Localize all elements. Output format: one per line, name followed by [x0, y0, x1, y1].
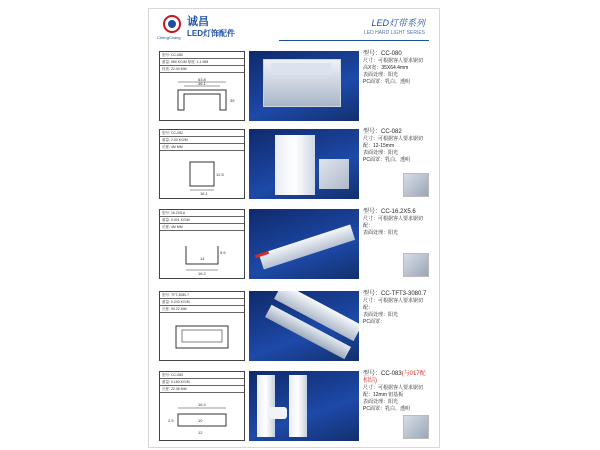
series-title: LED灯带系列 — [371, 18, 425, 28]
dim-label: 63.8 — [198, 77, 206, 82]
desc-line: 表面处理：阳光 — [363, 150, 399, 156]
profile-drawing — [160, 312, 244, 360]
product-description — [363, 51, 431, 121]
spec-card — [159, 51, 245, 121]
desc-line: 表面处理：阳光 — [363, 230, 399, 236]
desc-line: 表面处理：阳光 — [363, 72, 399, 78]
spec-line: 长度: 90.22 MM — [160, 306, 244, 313]
spec-card — [159, 371, 245, 441]
product-thumbnail — [403, 253, 429, 277]
dim-label: 14 — [200, 256, 205, 261]
dim-label: 46.1 — [198, 81, 206, 86]
spec-line: 重量: 080 KG/M 厚度: 1.1 MM — [160, 59, 244, 66]
brand-name: 诚昌 — [187, 16, 209, 28]
product-description — [363, 291, 431, 361]
spec-line: 型号: 16.2X5.6 — [160, 210, 244, 217]
model-note: (与017配相结) — [363, 371, 426, 384]
desc-line: 配： — [363, 305, 374, 311]
spec-line: 重量: 0.243 KG/M — [160, 299, 244, 306]
profile-drawing — [160, 230, 244, 278]
model-number: 型号：CC-082 — [363, 129, 402, 135]
product-row — [159, 209, 431, 279]
product-description — [363, 129, 431, 199]
desc-line: 表面处理：阳光 — [363, 312, 399, 318]
dim-label: 12.5 — [216, 172, 224, 177]
spec-line: 长度: 4M MM — [160, 224, 244, 231]
brand-logo-icon — [163, 15, 181, 33]
product-thumbnail — [403, 173, 429, 197]
product-photo — [249, 129, 359, 199]
model-number: 型号：CC-083(与017配相结) — [363, 371, 426, 384]
product-description — [363, 209, 431, 279]
spec-line: 型号: CC-082 — [160, 130, 244, 137]
header-divider — [279, 40, 429, 41]
profile-drawing — [160, 150, 244, 198]
model-number: 型号：CC-TFT3-3080.7 — [363, 291, 427, 297]
dim-label: 10 — [198, 418, 203, 423]
brand-tagline: LED灯饰配件 — [187, 29, 235, 38]
profile-drawing — [160, 392, 244, 440]
spec-line: 型号: CC-080 — [160, 52, 244, 59]
spec-line: 长度: 4M MM — [160, 144, 244, 151]
dim-label: 16.1 — [200, 191, 208, 196]
dim-label: 12 — [198, 430, 203, 435]
desc-line: 配： — [363, 223, 374, 229]
spec-line: 型号: TFT-3080.7 — [160, 292, 244, 299]
spec-line: 材质: 22.40 MM — [160, 66, 244, 73]
model-number: 型号：CC-16.2X5.6 — [363, 209, 416, 215]
dim-label: 35 — [230, 98, 235, 103]
series-subtitle: LED HARD LIGHT SERIES — [363, 30, 425, 36]
page-header — [149, 9, 439, 49]
desc-line: 配：12mm 铝基板 — [363, 392, 404, 398]
product-row — [159, 129, 431, 199]
model-number: 型号：CC-080 — [363, 51, 402, 57]
product-photo — [249, 371, 359, 441]
logo-subtitle: ChengChang — [157, 35, 181, 40]
product-description — [363, 371, 431, 441]
spec-line: 重量: 0.160 KG/M — [160, 379, 244, 386]
product-photo — [249, 209, 359, 279]
product-thumbnail — [403, 415, 429, 439]
spec-card — [159, 291, 245, 361]
dim-label: 2.5 — [168, 418, 174, 423]
dim-label: 16.4 — [198, 402, 206, 407]
spec-line: 重量: 0.001 KG/M — [160, 217, 244, 224]
desc-line: 尺寸：可根据客人要求锯切 — [363, 298, 424, 304]
product-photo — [249, 51, 359, 121]
profile-drawing — [160, 72, 244, 120]
spec-card — [159, 209, 245, 279]
desc-line: 尺寸：可根据客人要求锯切 — [363, 385, 424, 391]
product-photo — [249, 291, 359, 361]
catalog-page — [148, 8, 440, 448]
desc-line: 配：12-15mm — [363, 143, 395, 149]
product-row — [159, 371, 431, 441]
spec-line: 型号: CC-083 — [160, 372, 244, 379]
dim-label: 16.2 — [198, 271, 206, 276]
desc-line: PC面罩：乳白、透明 — [363, 157, 410, 163]
desc-line: PC面罩：乳白、透明 — [363, 406, 410, 412]
spec-line: 长度: 22.36 MM — [160, 386, 244, 393]
desc-line: 尺寸：可根据客人要求锯切 — [363, 216, 424, 222]
spec-card — [159, 129, 245, 199]
desc-line: 尺寸：可根据客人要求锯切 — [363, 58, 424, 64]
desc-line: PC面罩：乳白、透明 — [363, 79, 410, 85]
product-row — [159, 291, 431, 361]
desc-line: 尺寸：可根据客人要求锯切 — [363, 136, 424, 142]
desc-line: 高X宽：35X64.4mm — [363, 65, 409, 71]
desc-line: PC面罩： — [363, 319, 385, 325]
desc-line: 表面处理：阳光 — [363, 399, 399, 405]
dim-label: 5.6 — [220, 250, 226, 255]
spec-line: 重量: 2.00 KG/M — [160, 137, 244, 144]
product-row — [159, 51, 431, 121]
